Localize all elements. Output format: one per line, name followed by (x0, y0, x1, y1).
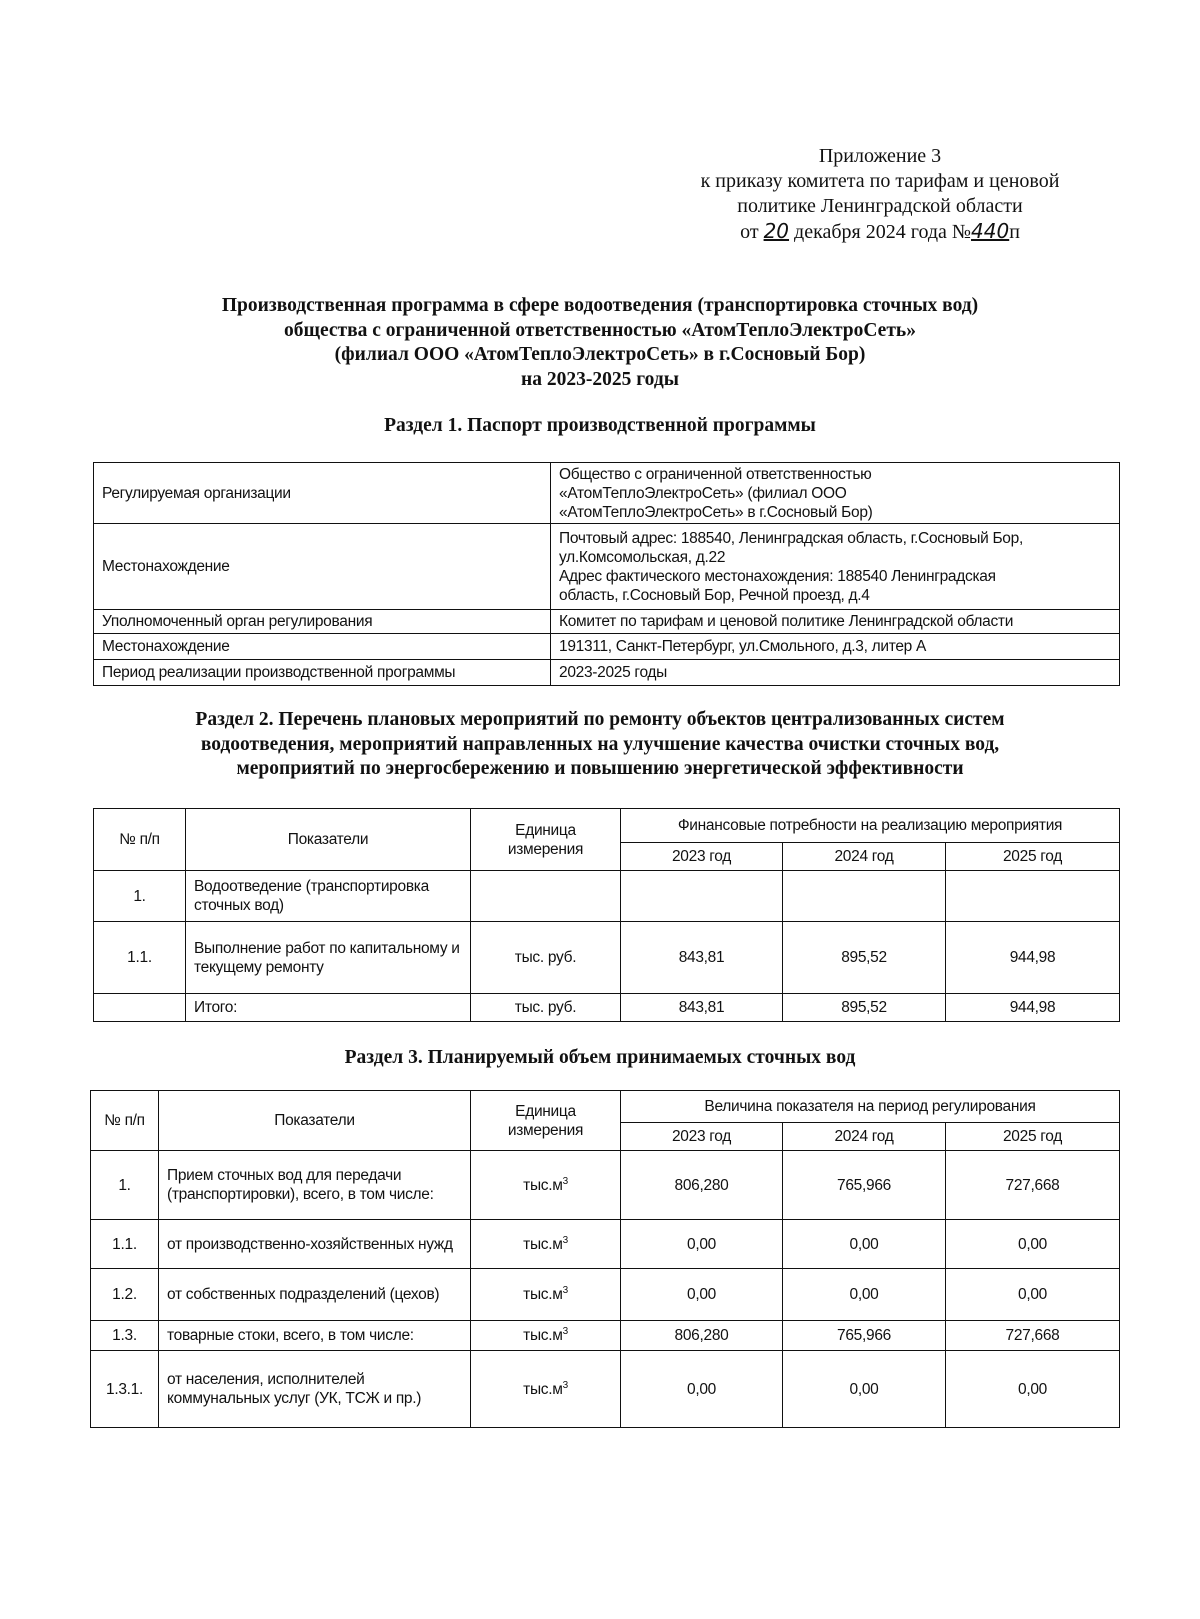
table-cell: 2023 год (621, 1123, 783, 1151)
table-cell (551, 524, 1120, 610)
header-row (94, 809, 1120, 843)
table-cell: 0,00 (946, 1220, 1120, 1269)
table-cell: 1.3.1. (91, 1351, 159, 1428)
table-cell: 0,00 (783, 1351, 946, 1428)
table-row (91, 1321, 1120, 1351)
appendix-line: Приложение 3 (818, 145, 942, 167)
heading-line: водоотведения, мероприятий направленных на улучшение качества очистки сточных вод, (200, 733, 1000, 755)
table-cell: Выполнение работ по капитальному и текущему ремонту (186, 922, 471, 994)
table-row (94, 922, 1120, 994)
passport-table (93, 462, 1120, 686)
section1-heading: Раздел 1. Паспорт производственной программы (384, 415, 816, 436)
title-line: общества с ограниченной ответственностью «АтомТеплоЭлектроСеть» (284, 319, 916, 341)
title-line: Производственная программа в сфере водоотведения (транспортировка сточных вод) (221, 295, 979, 316)
table-cell: 2024 год (783, 843, 946, 871)
table-cell: Финансовые потребности на реализацию мероприятия (621, 809, 1120, 843)
cell-line: область, г.Сосновый Бор, Речной проезд, д.4 (559, 586, 870, 604)
table-cell: тыс. руб. (471, 994, 621, 1022)
table-cell: 944,98 (946, 922, 1120, 994)
cell-line: 2023-2025 годы (559, 664, 668, 681)
unit-cell (471, 1269, 621, 1321)
title-line: на 2023-2025 годы (521, 368, 679, 390)
table-cell: Единица измерения (471, 809, 621, 871)
unit-text: тыс.м (523, 1235, 563, 1253)
table-cell: 1.1. (94, 922, 186, 994)
cell-line: Почтовый адрес: 188540, Ленинградская область, г.Сосновый Бор, (559, 529, 1023, 547)
table-cell: Показатели (186, 809, 471, 871)
table-cell: № п/п (94, 809, 186, 871)
table-cell: Величина показателя на период регулирования (621, 1091, 1120, 1123)
handwritten-day: 20 (763, 219, 790, 243)
table-cell: 0,00 (946, 1351, 1120, 1428)
section2-heading (60, 708, 1140, 782)
table-cell: 843,81 (621, 994, 783, 1022)
table-cell: 0,00 (621, 1269, 783, 1321)
unit-cell (471, 1321, 621, 1351)
table-cell: Единица измерения (471, 1091, 621, 1151)
table-cell: 727,668 (946, 1321, 1120, 1351)
unit-superscript: 3 (562, 1325, 568, 1337)
table-cell: тыс. руб. (471, 922, 621, 994)
unit-text: тыс.м (523, 1176, 563, 1194)
table-cell: 0,00 (621, 1351, 783, 1428)
handwritten-number: 440 (971, 219, 1010, 243)
table-cell: 2025 год (946, 843, 1120, 871)
order-date-line (660, 219, 1100, 245)
table-cell: 1. (91, 1151, 159, 1220)
cell-line: «АтомТеплоЭлектроСеть» в г.Сосновый Бор) (559, 503, 873, 521)
table-cell: 0,00 (783, 1220, 946, 1269)
header-row (91, 1091, 1120, 1123)
table-row (91, 1351, 1120, 1428)
unit-cell (471, 1151, 621, 1220)
table-row (94, 634, 1120, 660)
table-cell (551, 660, 1120, 686)
table-cell: 0,00 (621, 1220, 783, 1269)
table-cell: 2023 год (621, 843, 783, 871)
table-cell (551, 610, 1120, 634)
table-cell (783, 871, 946, 922)
unit-cell (471, 1220, 621, 1269)
table-cell: 895,52 (783, 922, 946, 994)
table-cell: Водоотведение (транспортировка сточных вод) (186, 871, 471, 922)
unit-superscript: 3 (562, 1284, 568, 1296)
cell-line: Адрес фактического местонахождения: 188540 Ленинградская (559, 567, 996, 585)
table-cell: от собственных подразделений (цехов) (159, 1269, 471, 1321)
unit-superscript: 3 (562, 1175, 568, 1187)
appendix-header (660, 144, 1100, 245)
table-row (94, 463, 1120, 524)
table-row (94, 524, 1120, 610)
appendix-line: политике Ленинградской области (737, 195, 1023, 217)
table-cell: Период реализации производственной программы (94, 660, 551, 686)
table-cell: № п/п (91, 1091, 159, 1151)
table-cell: от населения, исполнителей коммунальных услуг (УК, ТСЖ и пр.) (159, 1351, 471, 1428)
table-cell: Показатели (159, 1091, 471, 1151)
table-cell: Местонахождение (94, 634, 551, 660)
table-cell: 727,668 (946, 1151, 1120, 1220)
document-title (60, 294, 1140, 392)
table-cell: 843,81 (621, 922, 783, 994)
table-cell (551, 463, 1120, 524)
table-cell: 765,966 (783, 1321, 946, 1351)
cell-line: Общество с ограниченной ответственностью (559, 465, 872, 483)
measures-table (93, 808, 1120, 1022)
table-cell: Прием сточных вод для передачи (транспортировки), всего, в том числе: (159, 1151, 471, 1220)
table-cell: 895,52 (783, 994, 946, 1022)
table-cell: 1. (94, 871, 186, 922)
table-row (91, 1151, 1120, 1220)
number-suffix: п (1009, 221, 1020, 243)
table-row (94, 871, 1120, 922)
section3-heading: Раздел 3. Планируемый объем принимаемых сточных вод (344, 1047, 856, 1068)
table-cell (551, 634, 1120, 660)
unit-superscript: 3 (562, 1234, 568, 1246)
table-row (91, 1269, 1120, 1321)
heading-line: мероприятий по энергосбережению и повышению энергетической эффективности (236, 758, 964, 779)
table-cell: 0,00 (783, 1269, 946, 1321)
cell-line: Комитет по тарифам и ценовой политике Ленинградской области (559, 613, 1014, 630)
table-cell: 806,280 (621, 1321, 783, 1351)
cell-line: «АтомТеплоЭлектроСеть» (филиал ООО (559, 484, 847, 502)
unit-cell (471, 1351, 621, 1428)
unit-superscript: 3 (562, 1379, 568, 1391)
heading-line: Раздел 2. Перечень плановых мероприятий по ремонту объектов централизованных систем (195, 709, 1005, 730)
volume-table (90, 1090, 1120, 1428)
cell-line: ул.Комсомольская, д.22 (559, 548, 726, 566)
cell-line: 191311, Санкт-Петербург, ул.Смольного, д.3, литер А (559, 638, 927, 655)
table-cell: 1.3. (91, 1321, 159, 1351)
table-cell (471, 871, 621, 922)
unit-text: тыс.м (523, 1327, 563, 1344)
table-cell: 2025 год (946, 1123, 1120, 1151)
table-cell: 765,966 (783, 1151, 946, 1220)
table-row (94, 610, 1120, 634)
table-cell: Уполномоченный орган регулирования (94, 610, 551, 634)
table-cell: 0,00 (946, 1269, 1120, 1321)
table-cell: Регулируемая организации (94, 463, 551, 524)
table-row (91, 1220, 1120, 1269)
table-cell (621, 871, 783, 922)
unit-text: тыс.м (523, 1286, 563, 1303)
date-prefix: от (740, 221, 759, 243)
table-cell: 944,98 (946, 994, 1120, 1022)
table-cell: Итого: (186, 994, 471, 1022)
table-row (94, 994, 1120, 1022)
title-line: (филиал ООО «АтомТеплоЭлектроСеть» в г.Сосновый Бор) (334, 344, 866, 365)
table-row (94, 660, 1120, 686)
table-cell: Местонахождение (94, 524, 551, 610)
unit-text: тыс.м (523, 1380, 563, 1398)
table-cell: 806,280 (621, 1151, 783, 1220)
table-cell (94, 994, 186, 1022)
table-cell: от производственно-хозяйственных нужд (159, 1220, 471, 1269)
table-cell: 2024 год (783, 1123, 946, 1151)
table-cell: 1.1. (91, 1220, 159, 1269)
appendix-line: к приказу комитета по тарифам и ценовой (700, 170, 1060, 192)
table-cell: 1.2. (91, 1269, 159, 1321)
table-cell: товарные стоки, всего, в том числе: (159, 1321, 471, 1351)
table-cell (946, 871, 1120, 922)
date-text: декабря 2024 года № (794, 221, 972, 243)
